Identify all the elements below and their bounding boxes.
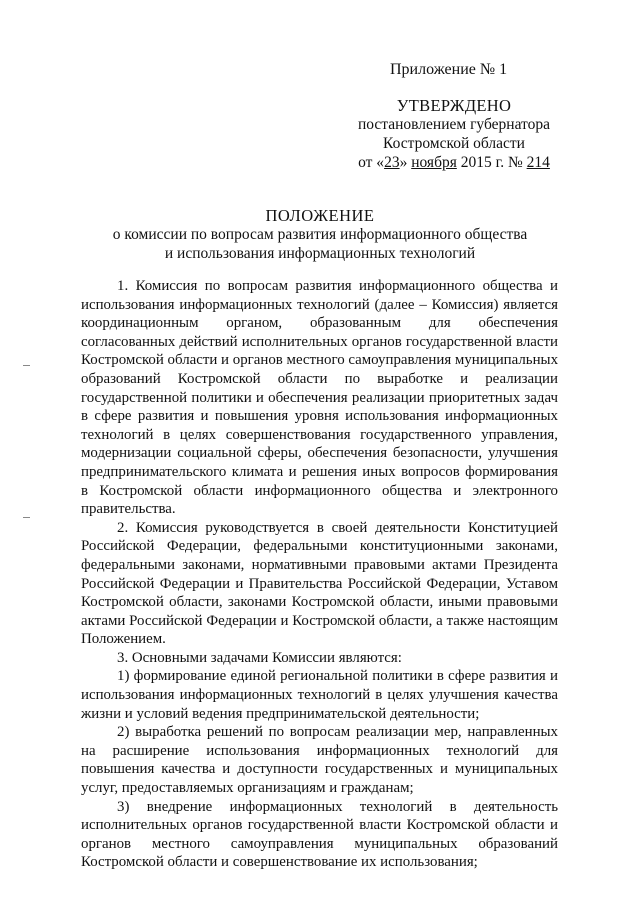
date-prefix: от « <box>358 154 385 171</box>
date-month: ноября <box>411 154 457 171</box>
date-separator: » <box>399 154 412 171</box>
margin-mark <box>23 517 30 518</box>
title-line-1: о комиссии по вопросам развития информационного общества <box>112 226 528 243</box>
list-item-1: 1) формирование единой региональной политики в сфере развития и использования информационных технологий в целях улучшения качества жизни и условий ведения предпринимательской деятельности; <box>81 668 558 722</box>
approval-line-1: постановлением губернатора <box>357 116 551 133</box>
title-heading: ПОЛОЖЕНИЕ <box>265 206 375 225</box>
paragraph-1: 1. Комиссия по вопросам развития информационного общества и использования информационных технологий (далее – Комиссия) является координационным органом, образованным для обеспечения согласованных действий исполнительных органов государственной власти Костромской области и органов местного самоуправления муниципальных образований Костромской области по выработке и реализации государственной политики и обеспечения реализации приоритетных задач в сфере развития и повышения уровня использования информационных технологий в целях совершенствования государственного управления, модернизации социальной сферы, обеспечения безопасности, улучшения предпринимательского климата и решения иных вопросов формирования в Костромской области информационного общества и электронного правительства. <box>81 278 559 518</box>
approved-label: УТВЕРЖДЕНО <box>396 96 512 115</box>
document-title <box>80 206 560 263</box>
paragraph-3: 3. Основными задачами Комиссии являются: <box>117 649 402 666</box>
date-day: 23 <box>384 154 400 171</box>
title-line-2: и использования информационных технологий <box>164 245 476 262</box>
appendix-label: Приложение № 1 <box>390 61 508 78</box>
list-item-2: 2) выработка решений по вопросам реализации мер, направленных на расширение использования информационных технологий для повышения качества и доступности государственных и муниципальных услуг, предоставляемых организациям и гражданам; <box>81 724 558 797</box>
approval-line-2: Костромской области <box>383 135 525 152</box>
date-year-number-prefix: 2015 г. № <box>456 154 527 171</box>
margin-mark <box>23 365 30 366</box>
decree-number: 214 <box>526 154 550 171</box>
approval-block <box>344 60 564 172</box>
paragraph-2: 2. Комиссия руководствуется в своей деятельности Конституцией Российской Федерации, федеральными конституционными законами, федеральными законами, нормативными правовыми актами Президента Российской Федерации и Правительства Российской Федерации, Уставом Костромской области, законами Костромской области, иными правовыми актами Российской Федерации и Костромской области, а также настоящим Положением. <box>81 519 558 648</box>
document-body <box>81 277 558 872</box>
approval-date <box>344 153 564 172</box>
list-item-3: 3) внедрение информационных технологий в деятельность исполнительных органов государственной власти Костромской области и органов местного самоуправления муниципальных образований Костромской области и совершенствование их использования; <box>81 798 558 871</box>
